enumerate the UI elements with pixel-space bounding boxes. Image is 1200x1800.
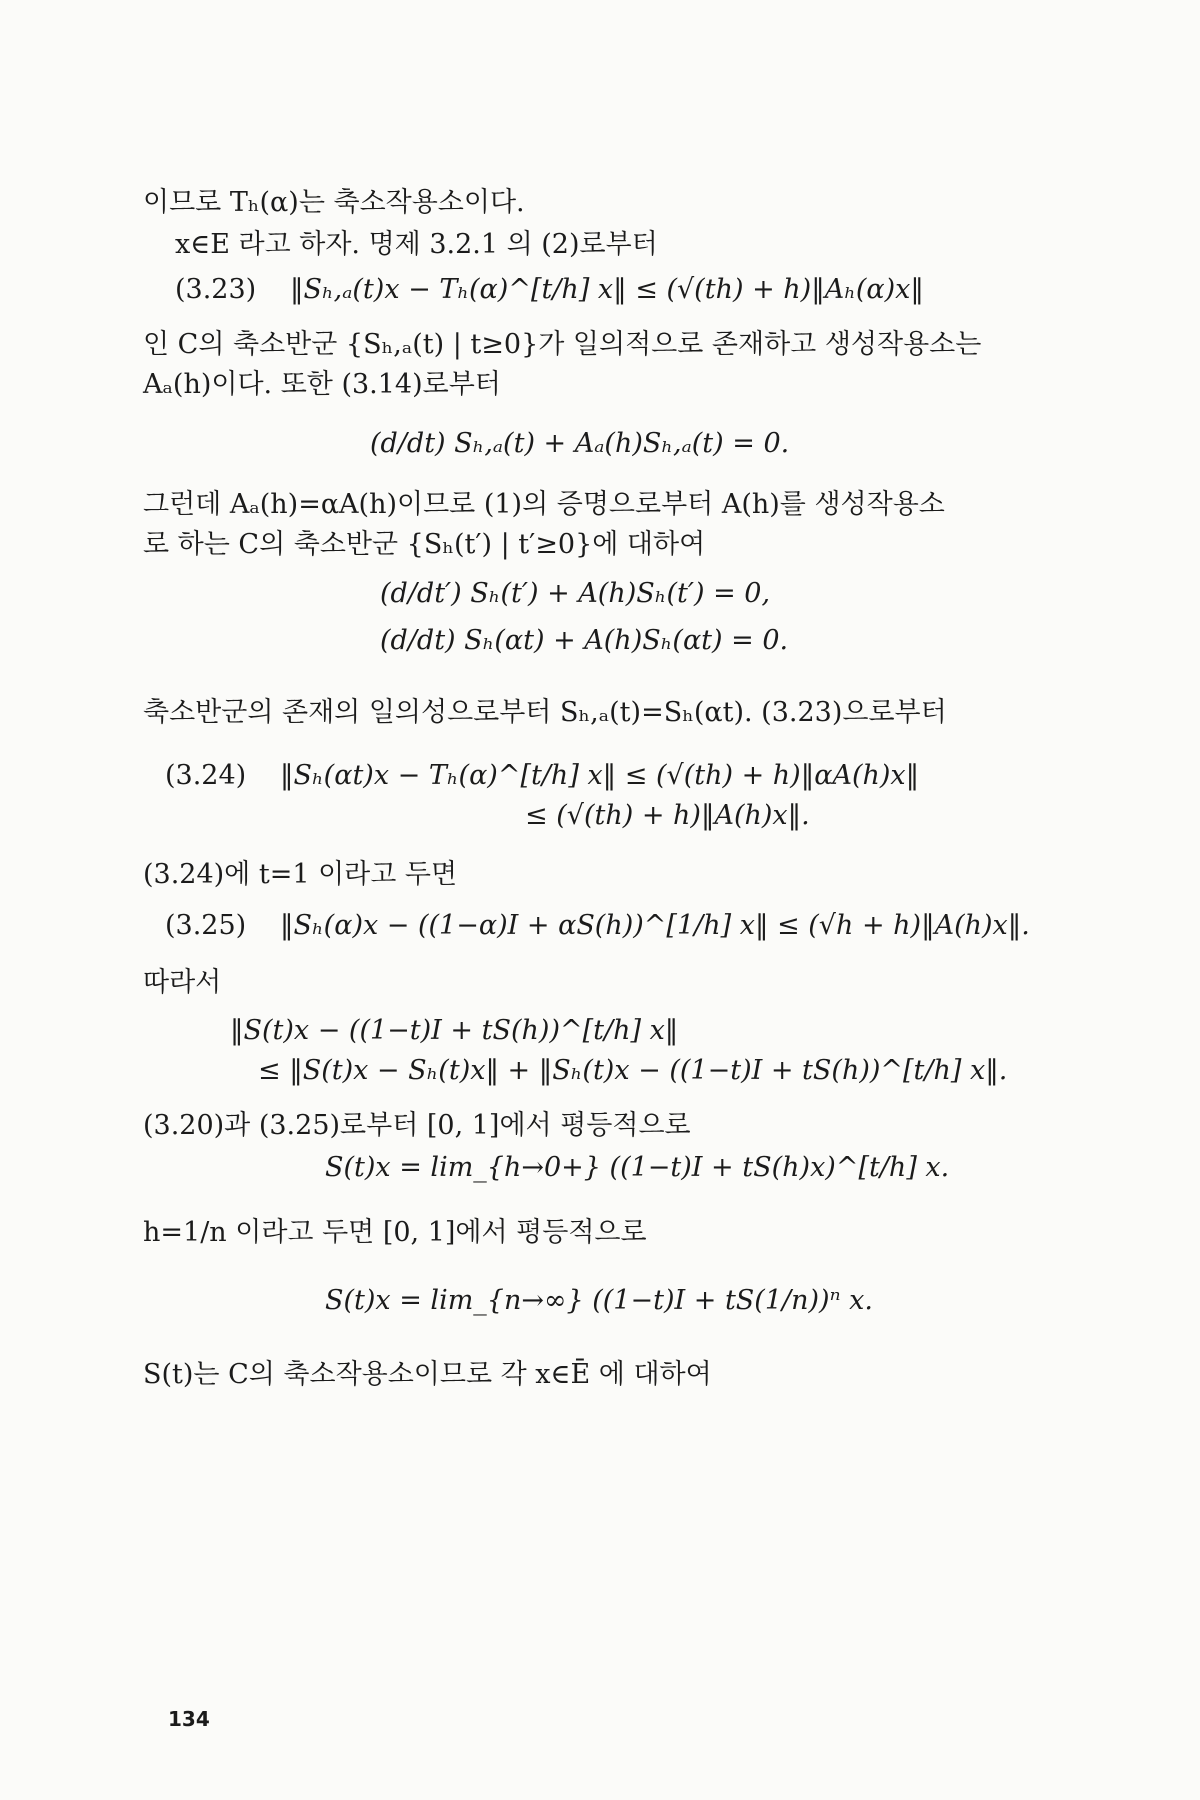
equation: (d/dt) Sₕ(αt) + A(h)Sₕ(αt) = 0.	[380, 625, 789, 656]
text-line: h=1/n 이라고 두면 [0, 1]에서 평등적으로	[143, 1217, 647, 1248]
equation-tag: (3.25)	[165, 910, 247, 941]
text-line: (3.20)과 (3.25)로부터 [0, 1]에서 평등적으로	[143, 1110, 691, 1141]
text-line: 축소반군의 존재의 일의성으로부터 Sₕ,ₐ(t)=Sₕ(αt). (3.23)으로부터	[143, 697, 947, 728]
equation: S(t)x = lim_{h→0+} ((1−t)I + tS(h)x)^[t/h] x.	[325, 1152, 950, 1183]
text-line: 따라서	[143, 967, 222, 998]
equation: (d/dt′) Sₕ(t′) + A(h)Sₕ(t′) = 0,	[380, 578, 771, 609]
equation: (d/dt) Sₕ,ₐ(t) + Aₐ(h)Sₕ,ₐ(t) = 0.	[370, 428, 790, 459]
equation: ≤ ‖S(t)x − Sₕ(t)x‖ + ‖Sₕ(t)x − ((1−t)I + tS(h))^[t/h] x‖.	[258, 1055, 1008, 1086]
equation: ‖Sₕ,ₐ(t)x − Tₕ(α)^[t/h] x‖ ≤ (√(th) + h)‖Aₕ(α)x‖	[290, 274, 924, 305]
equation: S(t)x = lim_{n→∞} ((1−t)I + tS(1/n))ⁿ x.	[325, 1285, 873, 1316]
text-line: 로 하는 C의 축소반군 {Sₕ(t′) | t′≥0}에 대하여	[143, 529, 706, 560]
text-line: 그런데 Aₐ(h)=αA(h)이므로 (1)의 증명으로부터 A(h)를 생성작용소	[143, 489, 945, 520]
equation: ‖S(t)x − ((1−t)I + tS(h))^[t/h] x‖	[230, 1015, 679, 1046]
page-number: 134	[168, 1707, 210, 1731]
equation-tag: (3.24)	[165, 760, 247, 791]
equation: ≤ (√(th) + h)‖A(h)x‖.	[525, 800, 810, 831]
text-line: (3.24)에 t=1 이라고 두면	[143, 859, 458, 890]
text-line: 이므로 Tₕ(α)는 축소작용소이다.	[143, 187, 525, 218]
text-line: Aₐ(h)이다. 또한 (3.14)로부터	[143, 369, 501, 400]
equation: ‖Sₕ(α)x − ((1−α)I + αS(h))^[1/h] x‖ ≤ (√h + h)‖A(h)x‖.	[280, 910, 1030, 941]
equation: ‖Sₕ(αt)x − Tₕ(α)^[t/h] x‖ ≤ (√(th) + h)‖αA(h)x‖	[280, 760, 920, 791]
text-line: x∈E 라고 하자. 명제 3.2.1 의 (2)로부터	[175, 229, 658, 260]
equation-tag: (3.23)	[175, 274, 257, 305]
text-line: S(t)는 C의 축소작용소이므로 각 x∈Ē 에 대하여	[143, 1359, 712, 1390]
text-line: 인 C의 축소반군 {Sₕ,ₐ(t) | t≥0}가 일의적으로 존재하고 생성작용소는	[143, 329, 982, 360]
